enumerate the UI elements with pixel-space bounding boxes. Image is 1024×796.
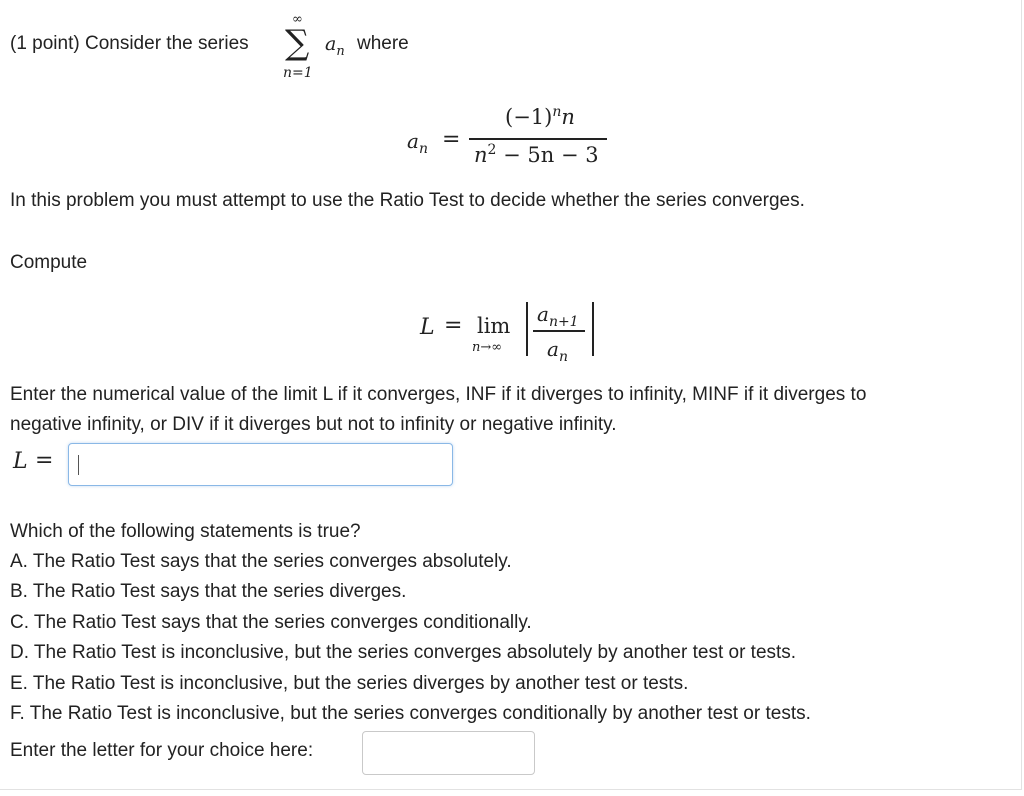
compute-label: Compute <box>10 252 88 273</box>
ratio-num-var: a <box>537 302 549 326</box>
choice-answer-input[interactable] <box>362 731 535 775</box>
option-d: D. The Ratio Test is inconclusive, but the series converges absolutely by another test or tests. <box>10 642 797 663</box>
an-lhs-var: a <box>407 129 419 153</box>
sigma-notation <box>283 12 323 84</box>
numerator-exp: n <box>552 104 562 120</box>
denominator-rest: − 5n − 3 <box>496 143 599 167</box>
term-var: a <box>325 33 337 55</box>
series-term <box>325 33 345 59</box>
an-lhs <box>407 129 428 157</box>
an-equals: = <box>442 127 461 152</box>
denominator-n: n <box>474 143 488 167</box>
text-caret <box>78 455 79 475</box>
instruction-text: In this problem you must attempt to use the Ratio Test to decide whether the series converges. <box>10 190 805 211</box>
abs-bar-right <box>592 302 594 356</box>
ratio-fraction-bar <box>533 330 585 332</box>
limit-answer-input[interactable] <box>68 443 453 486</box>
denominator-exp: 2 <box>487 142 497 158</box>
option-e: E. The Ratio Test is inconclusive, but the series diverges by another test or tests. <box>10 673 689 694</box>
ratio-denominator <box>547 337 568 365</box>
answer-L-equals: = <box>35 448 54 473</box>
question-text: Which of the following statements is true? <box>10 521 361 542</box>
limit-lim-sub: n→∞ <box>472 340 503 355</box>
option-b: B. The Ratio Test says that the series diverges. <box>10 581 407 602</box>
limit-instructions-line2: negative infinity, or DIV if it diverges but not to infinity or negative infinity. <box>10 414 617 435</box>
ratio-den-var: a <box>547 337 559 361</box>
option-f: F. The Ratio Test is inconclusive, but the series converges conditionally by another test or tests. <box>10 703 811 724</box>
sigma-lower-limit: n=1 <box>283 65 313 81</box>
ratio-num-sub: n+1 <box>548 314 579 330</box>
an-denominator <box>474 142 599 168</box>
ratio-numerator <box>537 302 579 330</box>
sigma-upper-limit: ∞ <box>292 12 303 27</box>
numerator-tail: n <box>561 105 575 129</box>
answer-L-label: L <box>13 449 28 474</box>
an-numerator <box>505 104 575 130</box>
limit-equals: = <box>444 313 463 338</box>
ratio-den-sub: n <box>558 349 568 365</box>
sigma-symbol: ∑ <box>285 23 310 63</box>
limit-lhs: L <box>420 315 435 340</box>
numerator-base: (−1) <box>505 105 553 129</box>
an-fraction-bar <box>469 138 607 140</box>
option-c: C. The Ratio Test says that the series converges conditionally. <box>10 612 532 633</box>
limit-instructions-line1: Enter the numerical value of the limit L if it converges, INF if it diverges to infinity, MINF if it diverges to <box>10 384 867 405</box>
intro-where: where <box>357 33 409 54</box>
limit-lim: lim <box>477 314 511 338</box>
intro-text: (1 point) Consider the series <box>10 33 249 54</box>
choice-prompt: Enter the letter for your choice here: <box>10 740 314 761</box>
term-sub: n <box>336 43 345 59</box>
an-lhs-sub: n <box>418 141 428 157</box>
option-a: A. The Ratio Test says that the series converges absolutely. <box>10 551 512 572</box>
abs-bar-left <box>526 302 528 356</box>
